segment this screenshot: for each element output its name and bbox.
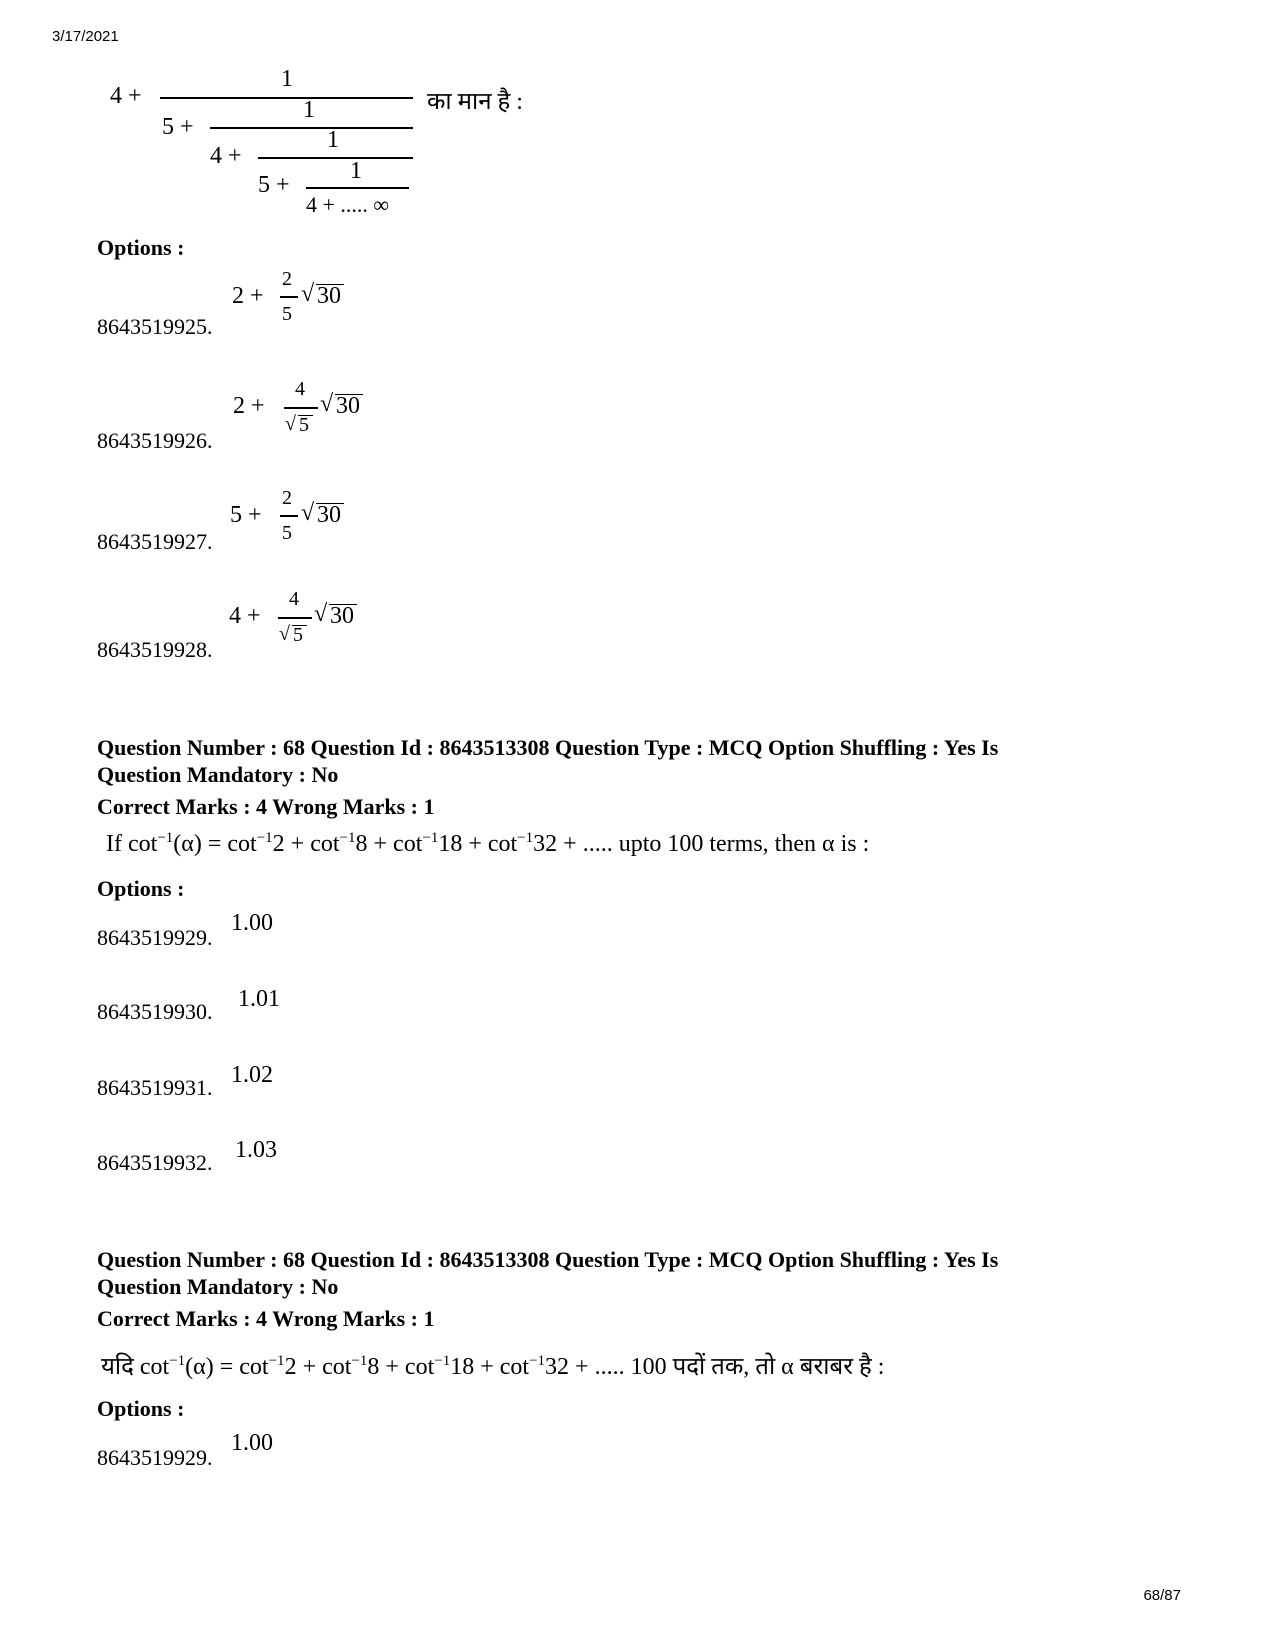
q-part: 2 + cot — [272, 831, 340, 857]
question-header-line2: Question Mandatory : No — [97, 1274, 339, 1299]
sqrt-icon: √ — [279, 623, 290, 645]
option-whole: 2 + — [233, 393, 265, 419]
option-frac-bar — [278, 617, 312, 619]
option-whole: 5 + — [230, 502, 262, 528]
cf-term-3: 4 + — [210, 143, 242, 169]
q-sup: −1 — [268, 1353, 285, 1369]
option-den: 5 — [299, 414, 309, 436]
q-part: यदि cot — [101, 1354, 170, 1380]
q-sup: −1 — [422, 830, 439, 846]
option-num: 4 — [289, 588, 299, 610]
options-label: Options : — [97, 876, 185, 901]
option-id: 8643519931. — [97, 1075, 213, 1100]
cf-bar-1 — [160, 97, 413, 99]
option-value: 1.02 — [231, 1062, 273, 1088]
q-part: 8 + cot — [355, 831, 423, 857]
option-id: 8643519930. — [97, 999, 213, 1024]
options-label: Options : — [97, 235, 185, 260]
question-header-line2: Question Mandatory : No — [97, 762, 339, 787]
option-den: 5 — [282, 522, 292, 544]
q-sup: −1 — [517, 830, 534, 846]
question-header-line1: Question Number : 68 Question Id : 8643513308 Question Type : MCQ Option Shuffling : Yes Is — [97, 1247, 999, 1272]
question-text — [106, 830, 869, 858]
cf-numerator-2: 1 — [303, 97, 315, 123]
option-id: 8643519927. — [97, 529, 213, 554]
q-part: 2 + cot — [284, 1354, 352, 1380]
q-sup: −1 — [351, 1353, 368, 1369]
question-header-line1: Question Number : 68 Question Id : 8643513308 Question Type : MCQ Option Shuffling : Yes Is — [97, 735, 999, 760]
cf-numerator-4: 1 — [350, 158, 362, 184]
q-part: 18 + cot — [450, 1354, 530, 1380]
q-sup: −1 — [434, 1353, 451, 1369]
option-root: 30 — [336, 393, 360, 419]
q-sup: −1 — [256, 830, 273, 846]
cf-bar-3 — [258, 157, 413, 159]
option-root: 30 — [330, 603, 354, 629]
option-value: 1.00 — [231, 910, 273, 936]
sqrt-icon: √ — [285, 413, 296, 435]
question-text — [101, 1349, 884, 1382]
print-date: 3/17/2021 — [52, 28, 119, 45]
option-num: 4 — [295, 378, 305, 400]
option-value: 1.00 — [231, 1430, 273, 1456]
option-frac-bar — [280, 296, 298, 298]
option-den: 5 — [282, 303, 292, 325]
q-sup: −1 — [157, 830, 174, 846]
option-id: 8643519925. — [97, 314, 213, 339]
option-value: 1.03 — [235, 1137, 277, 1163]
q-part: 18 + cot — [438, 831, 518, 857]
option-frac-bar — [284, 407, 318, 409]
option-id: 8643519926. — [97, 428, 213, 453]
q-part: (α) = cot — [173, 831, 257, 857]
sqrt-icon: √ — [314, 601, 328, 627]
cf-numerator-1: 1 — [281, 66, 293, 92]
option-num: 2 — [282, 268, 292, 290]
option-whole: 2 + — [232, 283, 264, 309]
option-id: 8643519928. — [97, 637, 213, 662]
sqrt-icon: √ — [320, 391, 334, 417]
q-part: If cot — [106, 831, 158, 857]
option-num: 2 — [282, 487, 292, 509]
cf-term-4: 5 + — [258, 172, 290, 198]
option-den: 5 — [293, 624, 303, 646]
question-marks: Correct Marks : 4 Wrong Marks : 1 — [97, 794, 435, 819]
q-part: 32 + ..... upto 100 terms, then α is : — [533, 831, 870, 857]
option-value: 1.01 — [238, 986, 280, 1012]
sqrt-icon: √ — [301, 500, 315, 526]
option-id: 8643519932. — [97, 1150, 213, 1175]
cf-bar-2 — [210, 127, 413, 129]
sqrt-icon: √ — [301, 281, 315, 307]
option-id: 8643519929. — [97, 925, 213, 950]
cf-suffix-hindi: का मान है : — [427, 89, 523, 115]
option-frac-bar — [280, 515, 298, 517]
option-id: 8643519929. — [97, 1445, 213, 1470]
q-sup: −1 — [169, 1353, 186, 1369]
q-part: (α) = cot — [185, 1354, 269, 1380]
page-number: 68/87 — [1143, 1587, 1181, 1604]
cf-bar-4 — [306, 187, 409, 189]
q-part: 32 + ..... 100 पदों तक, तो α बराबर है : — [545, 1354, 885, 1380]
cf-term-1: 4 + — [110, 83, 142, 109]
options-label: Options : — [97, 1396, 185, 1421]
q-sup: −1 — [339, 830, 356, 846]
q-part: 8 + cot — [367, 1354, 435, 1380]
cf-term-2: 5 + — [162, 114, 194, 140]
question-marks: Correct Marks : 4 Wrong Marks : 1 — [97, 1306, 435, 1331]
option-root: 30 — [317, 502, 341, 528]
q-sup: −1 — [529, 1353, 546, 1369]
cf-numerator-3: 1 — [327, 127, 339, 153]
cf-tail: 4 + ..... ∞ — [306, 192, 390, 217]
option-whole: 4 + — [229, 603, 261, 629]
option-root: 30 — [317, 283, 341, 309]
